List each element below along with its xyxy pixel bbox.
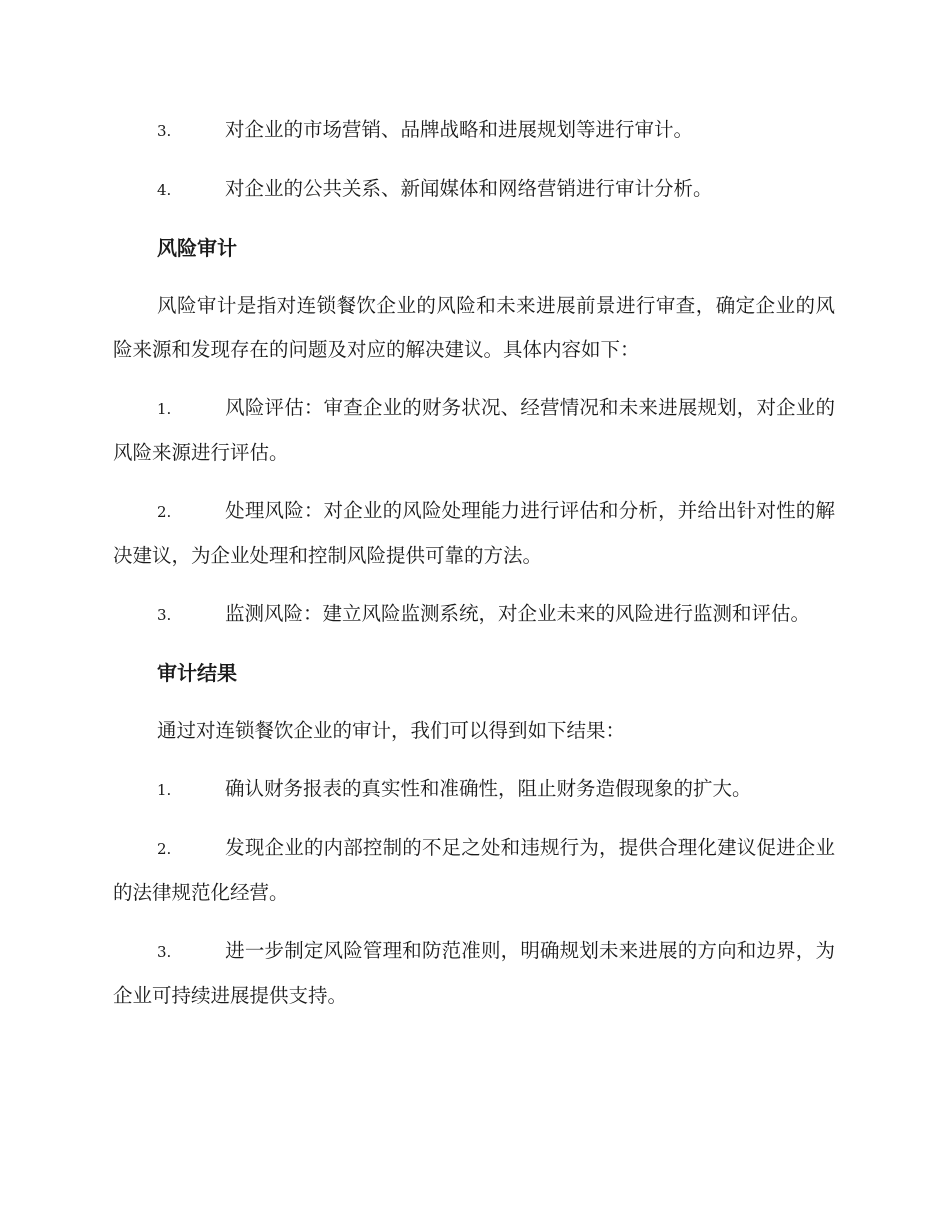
- list-number: 3.: [157, 606, 172, 624]
- list-number: 4.: [157, 181, 172, 199]
- list-text: 监测风险：建立风险监测系统，对企业未来的风险进行监测和评估。: [225, 602, 811, 625]
- list-item: [113, 167, 835, 212]
- list-number: 3.: [157, 943, 172, 961]
- list-item: [113, 767, 835, 812]
- list-text: 对企业的市场营销、品牌战略和进展规划等进行审计。: [225, 118, 694, 141]
- list-item: [113, 826, 835, 915]
- list-number: 1.: [157, 400, 172, 418]
- list-item: [113, 592, 835, 637]
- list-text: 处理风险：对企业的风险处理能力进行评估和分析，并给出针对性的解决建议，为企业处理和控制风险提供可靠的方法。: [113, 499, 835, 567]
- list-item: [113, 489, 835, 578]
- list-number: 2.: [157, 503, 172, 521]
- section-heading-audit-results: 审计结果: [157, 661, 237, 685]
- list-item: [113, 108, 835, 153]
- section-heading-risk-audit: 风险审计: [157, 236, 237, 260]
- document-content: [113, 108, 835, 1032]
- audit-results-intro: 通过对连锁餐饮企业的审计，我们可以得到如下结果：: [157, 719, 626, 742]
- list-number: 1.: [157, 781, 172, 799]
- list-text: 发现企业的内部控制的不足之处和违规行为，提供合理化建议促进企业的法律规范化经营。: [113, 836, 835, 904]
- list-text: 对企业的公共关系、新闻媒体和网络营销进行审计分析。: [225, 177, 713, 200]
- list-text: 进一步制定风险管理和防范准则，明确规划未来进展的方向和边界，为企业可持续进展提供支持。: [113, 939, 835, 1007]
- list-number: 3.: [157, 122, 172, 140]
- list-item: [113, 929, 835, 1018]
- risk-audit-intro: 风险审计是指对连锁餐饮企业的风险和未来进展前景进行审查，确定企业的风险来源和发现存在的问题及对应的解决建议。具体内容如下：: [113, 294, 835, 361]
- list-number: 2.: [157, 840, 172, 858]
- list-item: [113, 386, 835, 475]
- list-text: 确认财务报表的真实性和准确性，阻止财务造假现象的扩大。: [225, 777, 752, 800]
- list-text: 风险评估：审查企业的财务状况、经营情况和未来进展规划，对企业的风险来源进行评估。: [113, 396, 835, 464]
